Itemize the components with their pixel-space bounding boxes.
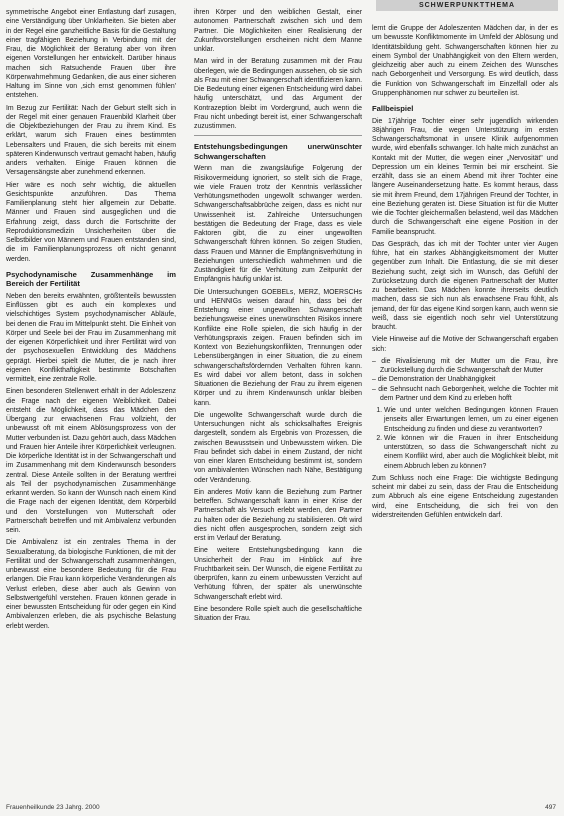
list-item: 1. Wie und unter welchen Bedingungen können Frauen jenseits aller Erwartungen lernen, um zu einer eigenen Entscheidung zu finden und diese zu verantworten?: [384, 406, 558, 434]
column-3: [372, 8, 558, 803]
paragraph: ihren Körper und den weiblichen Gestalt, einer autonomen Partnerschaft zwischen sich und dem Partner. Die Möglichkeiten einer Realisierung der Zukunftsvorstellungen erscheinen nicht dem Manne unklar.: [194, 9, 362, 53]
list-item: – die Demonstration der Unabhängigkeit: [380, 375, 558, 384]
paragraph: Die 17jährige Tochter einer sehr jugendlich wirkenden 38jährigen Frau, die wegen Unterstützung im ersten Schwangerschaftsmonat in unsere Klinik aufgenommen wurde, wird ebenfalls schwanger. Ich halte mich zunächst an Kontakt mit der Mutter, die wegen einer „Nervosität" und Depression um ein kleines Termin bei mir erscheint. Sie erzählt, dass sie an einem Abend mit ihrer Tochter eine längere Auseinandersetzung hatte. Es kommt heraus, dass sie mit ihrem Freund, dem 17jährigen Freund der Tochter, in eine Beziehung geraten ist. Diese Situation ist für die Mutter wie die Tochter gleichermaßen belastend, weil das Mädchen durch die Schwangerschaft eine eigene Position in der Familie beansprucht.: [372, 117, 558, 236]
paragraph: Wenn man die zwangsläufige Folgerung der Risikovermeidung ignoriert, so stellt sich die Frage, wie viele Frauen trotz der Kenntnis verlässlicher Verhütungsmethoden ungewollt schwanger werden. Schwangerschaftsabbrüche zeigen, dass es nicht nur Unwissenheit ist. Zahlreiche Untersuchungen bestätigen die Bedeutung der Frage, dass es viele Faktoren gibt, die zu einer ungewollten Schwangerschaft führen können. So zeigen Studien, dass Frauen und Männer die Empfängnisverhütung in Beziehungen unterschiedlich wahrnehmen und die Zuständigkeit für die Verhütung zum Zeitpunkt der Empfängnis häufig unklar ist.: [194, 165, 362, 284]
list-item: – die Rivalisierung mit der Mutter um die Frau, ihre Zurückstellung durch die Schwangerschaft der Mutter: [380, 357, 558, 376]
page-number: 497: [545, 804, 556, 811]
paragraph: Einen besonderen Stellenwert erhält in der Adoleszenz die Frage nach der eigenen Weiblichkeit. Dabei entsteht die Möglichkeit, dass das Mädchen den Übergang zur erwachsenen Frau vollzieht, der unbewusst oft mit einem Ablösungsprozess von der Mutter verbunden ist. Dazu gehört auch, dass Mädchen und Frauen hier Anteile ihrer Körperlichkeit verleugnen. Die körperliche Identität ist in der Schwangerschaft und im Zusammenhang mit dem Kinderwunsch besonders zentral. Diese Anteile sollten in der Beratung wertfrei als Teil der psychodynamischen Zusammenhänge erkannt werden. So kann der Wunsch nach einem Kind die Frage nach der eigenen Identität, dem Körperbild und den Vorstellungen von Mutterschaft oder Partnerschaft betreffen und mit Ambivalenz verbunden sein.: [6, 388, 176, 535]
paragraph: Ein anderes Motiv kann die Beziehung zum Partner betreffen. Schwangerschaft kann in einer Krise der Partnerschaft als Versuch erlebt werden, den Partner zu halten oder die Beziehung zu stabilisieren. Oft wird dies nicht offen ausgesprochen, sondern zeigt sich erst im Verlauf der Beratung.: [194, 488, 362, 543]
paragraph: Hier wäre es noch sehr wichtig, die aktuellen Gesichtspunkte anzuführen. Das Thema Familienplanung steht hier allgemein zur Debatte. Männer und Frauen sind ausgeglichen und die Erfahrung zeigt, dass durch die Fortschritte der Reproduktionsmedizin Unsicherheiten über die Selbstbilder von Männern und Frauen entstanden sind, die im Familienplanungsprozess oft nicht genannt werden.: [6, 181, 176, 263]
paragraph: Neben den bereits erwähnten, größtenteils bewussten Einflüssen gibt es auch ein komplexes und vielschichtiges System psychodynamischer Abläufe, bei denen die Frau im Mittelpunkt steht. Die Einheit von Körper und Seele bei der Frau im Zusammenhang mit der eigenen Körperlichkeit und ihrer Fertilität wird von der psychosexuellen Entwicklung des Mädchens geprägt. Hierbei spielt die Mutter, die je nach ihrer eigenen Konflikthaftigkeit bestimmte Botschaften vermittelt, eine zentrale Rolle.: [6, 292, 176, 384]
column-2: [194, 8, 362, 803]
section-tag: SCHWERPUNKTTHEMA: [376, 0, 558, 11]
section-heading: Psychodynamische Zusammenhänge im Bereich der Fertilität: [6, 269, 176, 289]
paragraph: Zum Schluss noch eine Frage: Die wichtigste Bedingung scheint mir dabei zu sein, dass der Frau die Entscheidung zum Abbruch als eine eigene Entscheidung zugestanden wird, eine Entscheidung, die sich frei von den widerstreitenden Gefühlen entwickeln darf.: [372, 474, 558, 519]
paragraph: Die Untersuchungen GOEBELs, MERZ, MOERSCHs und HENNIGs weisen darauf hin, dass bei der Entstehung einer ungewollten Schwangerschaft beziehungsweise eines unerwünschten Risikos innere Konflikte eine Rolle spielen, die sich häufig in der Verhütungspraxis zeigen. Frauen befinden sich im Kontext von Beziehungskonflikten, Trennungen oder Lebensübergängen in einer Situation, die zu einem schwangerschaftsfördernden Verhalten führen kann. Es wird dabei vor allem betont, dass in solchen Situationen die Beziehung der Frau zu ihrem eigenen Körper und zu ihrem Kinderwunsch unklar bleiben kann.: [194, 288, 362, 407]
paragraph: Die Ambivalenz ist ein zentrales Thema in der Sexualberatung, da biologische Funktionen, die mit der Fertilität und der Schwangerschaft zusammenhängen, unbewusst eine besondere Bedeutung für die Frau erlangen. Die Frau kann körperliche Veränderungen als Verlust erleben, diese aber auch als Gewinn von Selbstwertgefühl verstehen. Frauen können gerade in einer bewussten Entscheidung für oder gegen ein Kind Ambivalenzen erleben, die als psychische Belastung erlebt werden.: [6, 539, 176, 630]
paragraph: Viele Hinweise auf die Motive der Schwangerschaft ergaben sich:: [372, 336, 558, 353]
section-heading: Entstehungsbedingungen unerwünschter Schwangerschaften: [194, 142, 362, 161]
divider: [194, 135, 362, 136]
paragraph: Eine besondere Rolle spielt auch die gesellschaftliche Situation der Frau.: [194, 605, 362, 623]
list-item: – die Sehnsucht nach Geborgenheit, welche die Tochter mit dem Partner und dem Kind zu erleben hofft: [380, 385, 558, 404]
paragraph: Eine weitere Entstehungsbedingung kann die Unsicherheit der Frau im Hinblick auf ihre Fruchtbarkeit sein. Der Wunsch, die eigene Fertilität zu überprüfen, kann zu einem unbewussten Verzicht auf Verhütung führen, der später als unerwünschte Schwangerschaft erlebt wird.: [194, 547, 362, 601]
dash-list: [372, 357, 558, 403]
paragraph: Im Bezug zur Fertilität: Nach der Geburt stellt sich in der Regel mit einer genauen Frauenbild Klarheit über die Objektbeziehungen der Frau zu ihrem Kind. Es erklärt, warum sich Frauen eines bestimmten Lebensalters und Frauen, die sich bereits mit einem späteren Kinderwunsch vertraut gemacht haben, häufig anders verhalten. Einige Frauen können die Versagensängste aber zunehmend erkennen.: [6, 104, 176, 177]
paragraph: symmetrische Angebot einer Entlastung darf zusagen, eine Verständigung über Unklarheiten. Sie bieten aber in der Regel eine ganzheitliche Basis für die Gestaltung einer tragfähigen Beziehung in Verbindung mit der Frau, die Möglichkeit der Beratung aber von ihren eigenen Vorstellungen her entwickelt. Darüber hinaus machen sich Ratsuchende Frauen über ihre Körperwahrnehmung Gedanken, die aus einer sicheren Haltung im Sinne von ‚sich ernst genommen fühlen' entstehen.: [6, 9, 176, 100]
section-heading: Fallbeispiel: [372, 104, 414, 113]
paragraph: Man wird in der Beratung zusammen mit der Frau überlegen, wie die Bedingungen aussehen, ob sie sich als Frau mit einer Schwangerschaft identifizieren kann. Die Bedeutung einer eigenen Entscheidung wird dabei häufig unterschätzt, und das Argument der Kontrazeption bleibt im Vordergrund, auch wenn die Frau nicht unbedingt bereit ist, einer Schwangerschaft zuzustimmen.: [194, 58, 362, 130]
list-item: 2. Wie können wir die Frauen in ihrer Entscheidung unterstützen, so dass die Schwangerschaft nicht zu einem Konflikt wird, aber auch die Möglichkeit bleibt, mit einem Abbruch leben zu können?: [384, 434, 558, 471]
footer-journal: Frauenheilkunde 23 Jahrg. 2000: [6, 804, 100, 811]
paragraph: Das Gespräch, das ich mit der Tochter unter vier Augen führe, hat ein starkes Abhängigkeitsmoment der Mutter gegenüber zum Inhalt. Die Entlastung, die sie mit dieser Beziehung sucht, zeigt sich im Wunsch, das Gefühl der Zurücksetzung durch die eigenen Partnerschaft der Mutter zu bearbeiten. Das Mädchen konnte ihrerseits deutlich machen, dass sie sich nun als erwachsene Frau fühlt, als jemand, der für das eigene Kind sorgen kann, auch wenn sie weiß, dass sie eigentlich noch sehr viel Unterstützung braucht.: [372, 240, 558, 332]
column-1: [6, 8, 176, 803]
paragraph: lernt die Gruppe der Adoleszenten Mädchen dar, in der es um bewusste Konfliktmomente im Umfeld der Ablösung und Identitätsbildung geht. Schwangerschaften können hier zu einem Symbol der Unabhängigkeit von den Eltern werden, gleichzeitig aber auch zu einem Zeichen des Wunsches nach Geborgenheit und Versorgung. Es wird deutlich, dass die Funktion von Schwangerschaft im Einzelfall oder als Gruppenphänomen nur schwer zu beurteilen ist.: [372, 25, 558, 97]
paragraph: Die ungewollte Schwangerschaft wurde durch die Untersuchungen nicht als schicksalhaftes Ereignis dargestellt, sondern als Ergebnis von Prozessen, die zwischen Bewusstsein und Unbewusstem wirken. Die Frau befindet sich dabei in einem Zustand, der nicht von einer klaren Entscheidung bestimmt ist, sondern von ambivalenten Wünschen nach Nähe, Bestätigung oder Veränderung.: [194, 411, 362, 484]
numbered-list: [372, 406, 558, 471]
